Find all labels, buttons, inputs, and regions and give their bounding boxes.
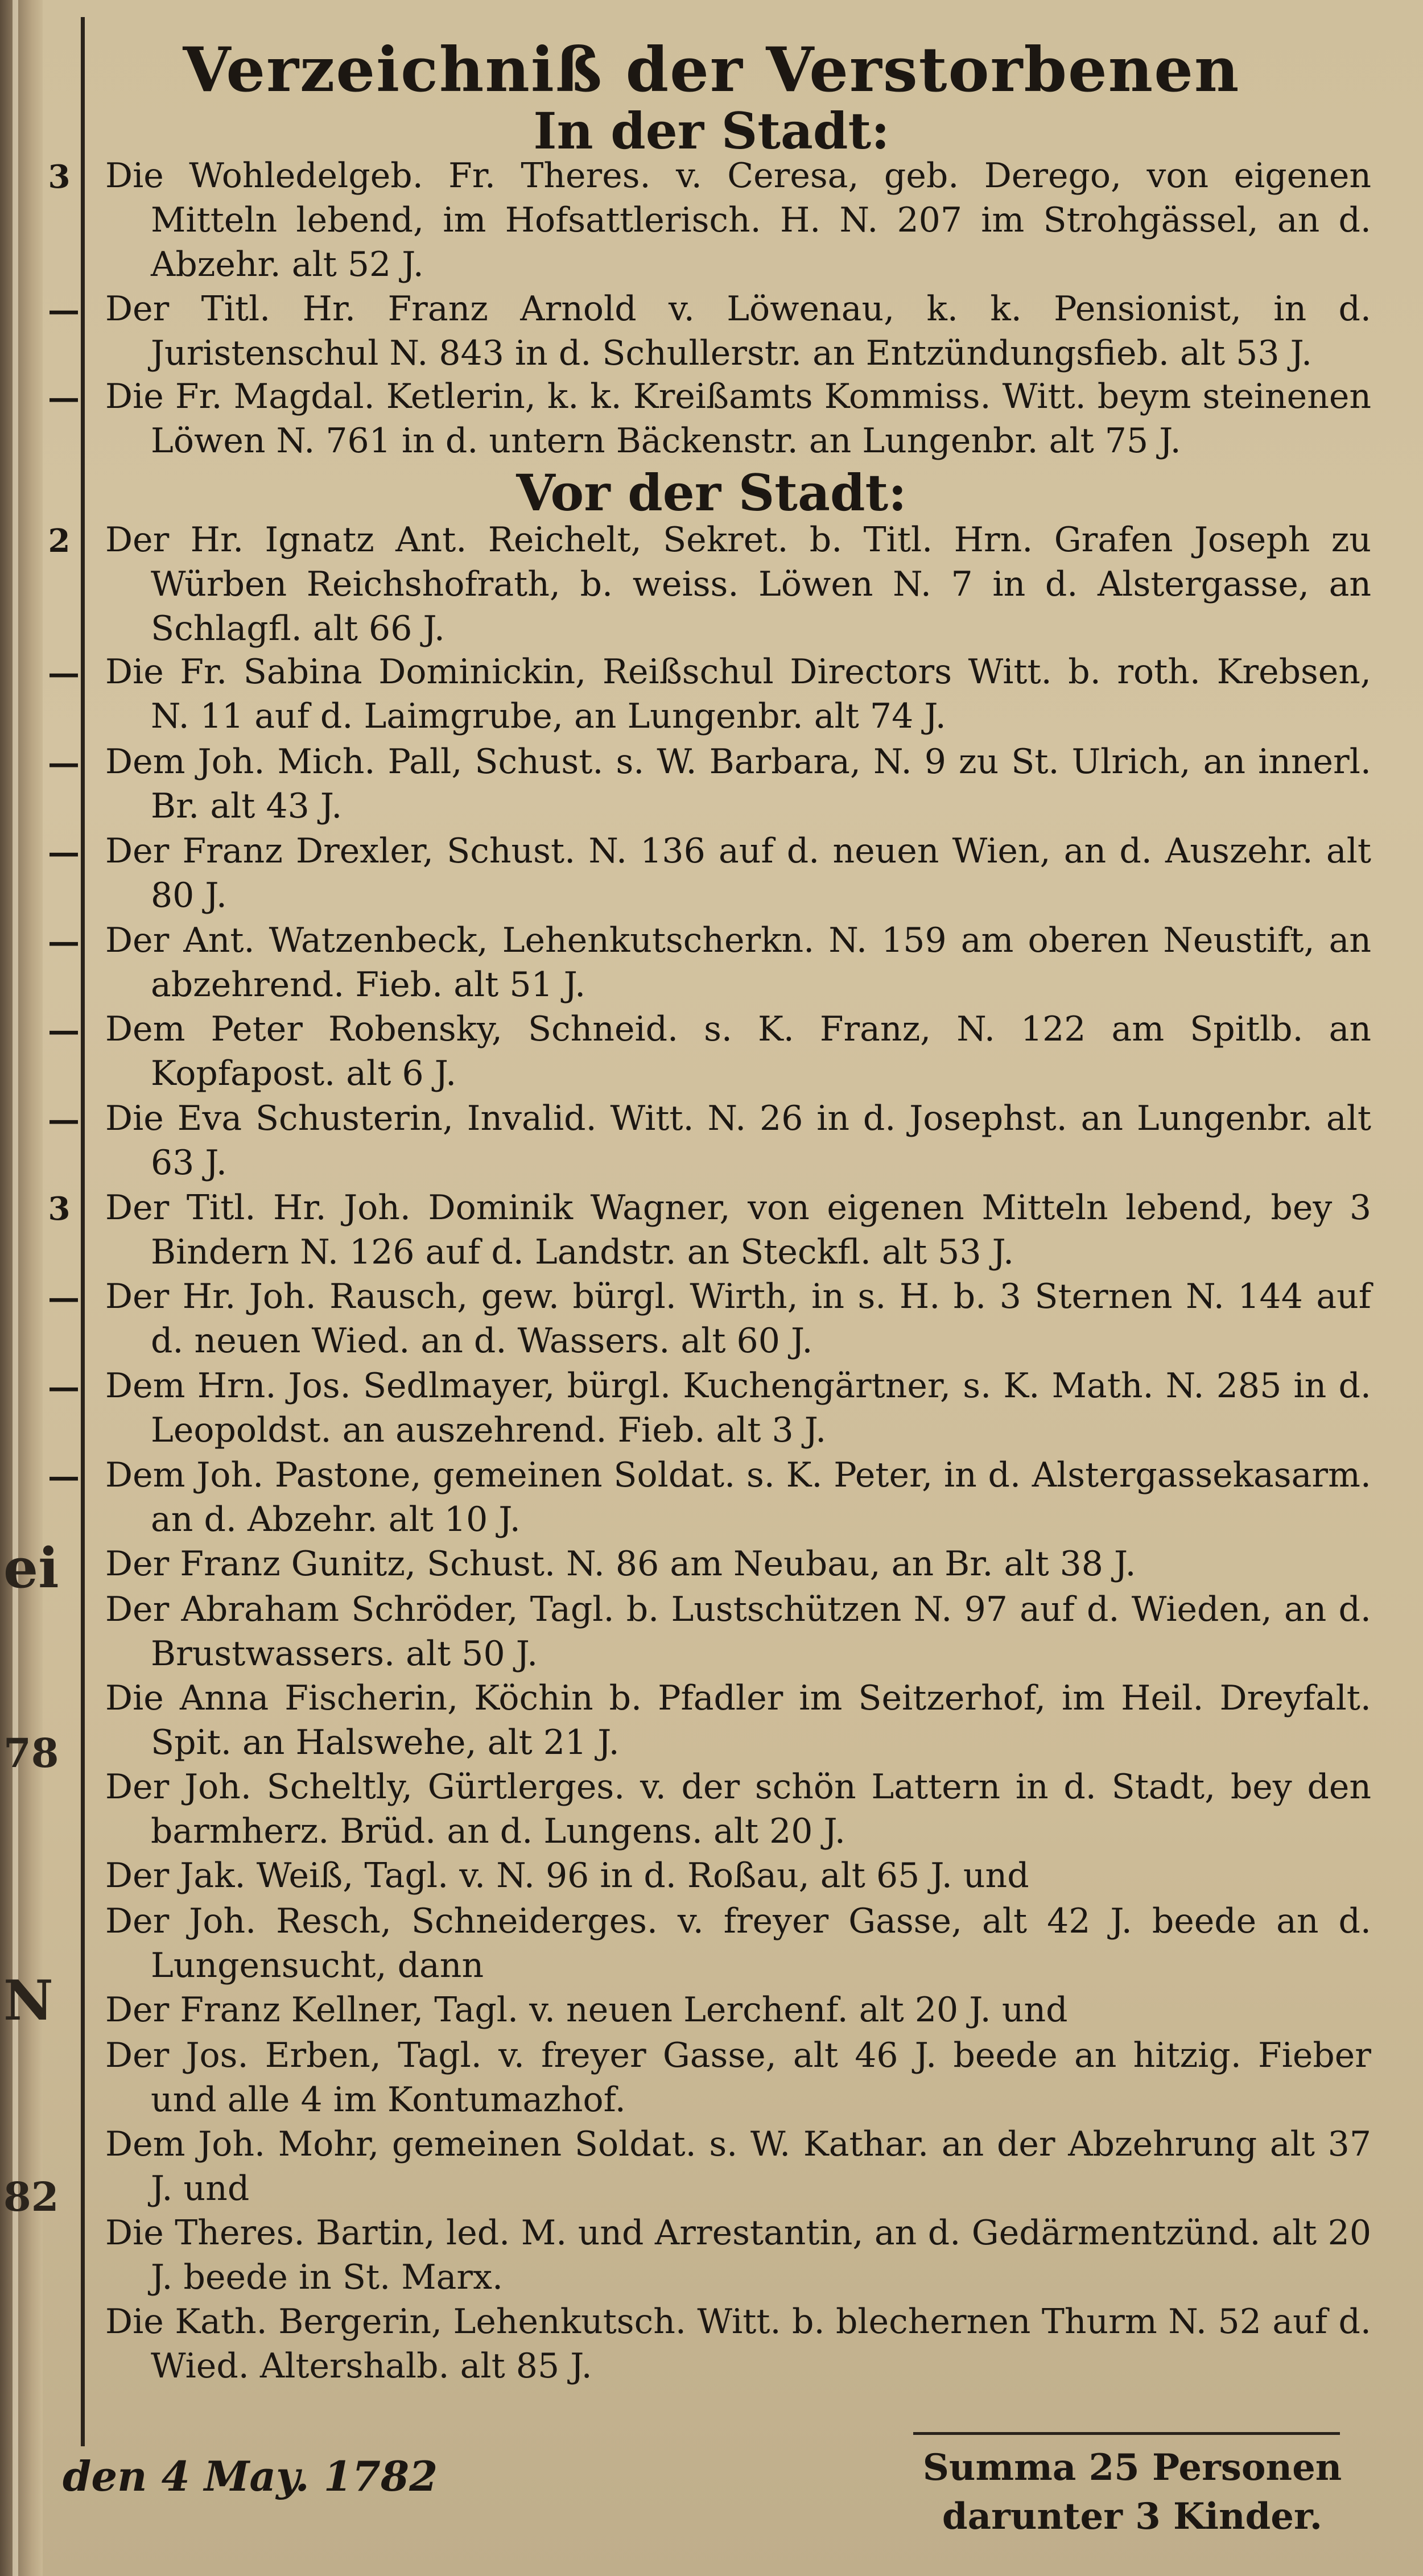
entry-text: Dem Joh. Pastone, gemeinen Soldat. s. K. Peter, in d. Alstergassekasarm. an d. Abzehr. alt 10 J. [105,1455,1371,1539]
summary-children: darunter 3 Kinder. [942,2495,1323,2538]
entry-text: Der Franz Gunitz, Schust. N. 86 am Neubau, an Br. alt 38 J. [105,1544,1136,1584]
entry-text: Die Fr. Sabina Dominickin, Reißschul Directors Witt. b. roth. Krebsen, N. 11 auf d. Laimgrube, an Lungenbr. alt 74 J. [105,652,1371,736]
entry-text: Dem Peter Robensky, Schneid. s. K. Franz, N. 122 am Spitlb. an Kopfapost. alt 6 J. [105,1009,1371,1093]
death-entry [105,918,1371,1007]
death-entry [105,829,1371,918]
entry-count-marker: — [48,291,80,329]
entry-count-marker: — [48,1368,80,1406]
entry-text: Die Eva Schusterin, Invalid. Witt. N. 26 in d. Josephst. an Lungenbr. alt 63 J. [105,1099,1371,1183]
summary-block [916,2443,1348,2541]
entry-count-marker: 3 [48,1190,71,1228]
margin-bleed-through [0,1536,59,2276]
entry-count-marker: 2 [48,522,71,560]
bleed-mark: ei [3,1536,59,1600]
entry-count-marker: — [48,1458,80,1495]
entry-text: Dem Hrn. Jos. Sedlmayer, bürgl. Kuchengärtner, s. K. Math. N. 285 in d. Leopoldst. an auszehrend. Fieb. alt 3 J. [105,1366,1371,1450]
death-entry [105,650,1371,738]
entry-text: Dem Joh. Mohr, gemeinen Soldat. s. W. Kathar. an der Abzehrung alt 37 J. und [105,2124,1371,2208]
entry-text: Der Franz Drexler, Schust. N. 136 auf d. neuen Wien, an d. Auszehr. alt 80 J. [105,831,1371,915]
entry-count-marker: 3 [48,158,71,196]
bleed-mark: N [3,1968,53,2033]
entry-text: Der Joh. Resch, Schneiderges. v. freyer Gasse, alt 42 J. beede an d. Lungensucht, dann [105,1901,1371,1985]
death-entry [105,2122,1371,2211]
entry-text: Die Fr. Magdal. Ketlerin, k. k. Kreißamts Kommiss. Witt. beym steinenen Löwen N. 761 in d. untern Bäckenstr. an Lungenbr. alt 75 J. [105,377,1371,461]
death-entry [105,1274,1371,1363]
entry-text: Der Franz Kellner, Tagl. v. neuen Lerchenf. alt 20 J. und [105,1990,1068,2030]
entry-text: Der Jak. Weiß, Tagl. v. N. 96 in d. Roßau, alt 65 J. und [105,1856,1029,1896]
death-entry [105,1765,1371,1853]
section-heading-city: In der Stadt: [533,101,890,160]
death-entry [105,1587,1371,1676]
entry-text: Die Theres. Bartin, led. M. und Arrestantin, an d. Gedärmentzünd. alt 20 J. beede in St. Marx. [105,2213,1371,2297]
death-entry [105,374,1371,463]
entry-text: Der Joh. Scheltly, Gürtlerges. v. der schön Lattern in d. Stadt, bey den barmherz. Brüd. an d. Lungens. alt 20 J. [105,1767,1371,1851]
death-entry [105,2211,1371,2300]
death-entry [105,740,1371,828]
entry-text: Die Wohledelgeb. Fr. Theres. v. Ceresa, geb. Derego, von eigenen Mitteln lebend, im Hofsattlerisch. H. N. 207 im Strohgässel, an d. Abzehr. alt 52 J. [105,156,1371,284]
death-entry [105,1186,1371,1274]
entry-text: Der Jos. Erben, Tagl. v. freyer Gasse, alt 46 J. beede an hitzig. Fieber und alle 4 im Kontumazhof. [105,2036,1371,2120]
section-heading-suburbs: Vor der Stadt: [516,463,907,522]
death-entry [105,1676,1371,1765]
death-entry [105,1988,1371,2032]
entry-text: Die Anna Fischerin, Köchin b. Pfadler im Seitzerhof, im Heil. Dreyfalt. Spit. an Halswehe, alt 21 J. [105,1678,1371,1762]
bleed-mark: 82 [3,2173,59,2220]
summary-total: Summa 25 Personen [922,2446,1342,2489]
death-entry [105,154,1371,287]
death-entry [105,1364,1371,1452]
death-entry [105,287,1371,375]
entry-count-marker: — [48,1012,80,1049]
entry-count-marker: — [48,1279,80,1316]
death-entry [105,1453,1371,1542]
left-column-rule [81,17,85,2446]
page-title: Verzeichniß der Verstorbenen [183,34,1240,106]
entry-text: Die Kath. Bergerin, Lehenkutsch. Witt. b. blechernen Thurm N. 52 auf d. Wied. Altershalb. alt 85 J. [105,2302,1371,2386]
death-entry [105,2033,1371,2122]
bleed-mark: 78 [3,1729,59,1777]
entry-count-marker: — [48,833,80,871]
death-entry [105,518,1371,651]
death-entry [105,1542,1371,1586]
summary-rule [913,2432,1340,2435]
entry-count-marker: — [48,744,80,782]
entry-text: Der Abraham Schröder, Tagl. b. Lustschützen N. 97 auf d. Wieden, an d. Brustwassers. alt 50 J. [105,1590,1371,1674]
entry-count-marker: — [48,654,80,692]
entry-text: Der Hr. Joh. Rausch, gew. bürgl. Wirth, in s. H. b. 3 Sternen N. 144 auf d. neuen Wied. an d. Wassers. alt 60 J. [105,1277,1371,1361]
entry-text: Der Hr. Ignatz Ant. Reichelt, Sekret. b. Titl. Hrn. Grafen Joseph zu Würben Reichshofrath, b. weiss. Löwen N. 7 in d. Alstergasse, an Schlagfl. alt 66 J. [105,520,1371,649]
death-entry [105,1096,1371,1185]
death-entry [105,1853,1371,1898]
death-entry [105,2300,1371,2388]
entry-text: Dem Joh. Mich. Pall, Schust. s. W. Barbara, N. 9 zu St. Ulrich, an innerl. Br. alt 43 J. [105,742,1371,826]
entry-text: Der Titl. Hr. Franz Arnold v. Löwenau, k. k. Pensionist, in d. Juristenschul N. 843 in d. Schullerstr. an Entzündungsfieb. alt 53 J. [105,289,1371,373]
entry-text: Der Titl. Hr. Joh. Dominik Wagner, von eigenen Mitteln lebend, bey 3 Bindern N. 126 auf d. Landstr. an Steckfl. alt 53 J. [105,1188,1371,1272]
entry-count-marker: — [48,1101,80,1138]
entry-text: Der Ant. Watzenbeck, Lehenkutscherkn. N. 159 am oberen Neustift, an abzehrend. Fieb. alt 51 J. [105,920,1371,1005]
entry-count-marker: — [48,923,80,960]
death-entry [105,1007,1371,1096]
entry-count-marker: — [48,379,80,416]
issue-date: den 4 May. 1782 [63,2452,438,2500]
death-entry [105,1899,1371,1988]
